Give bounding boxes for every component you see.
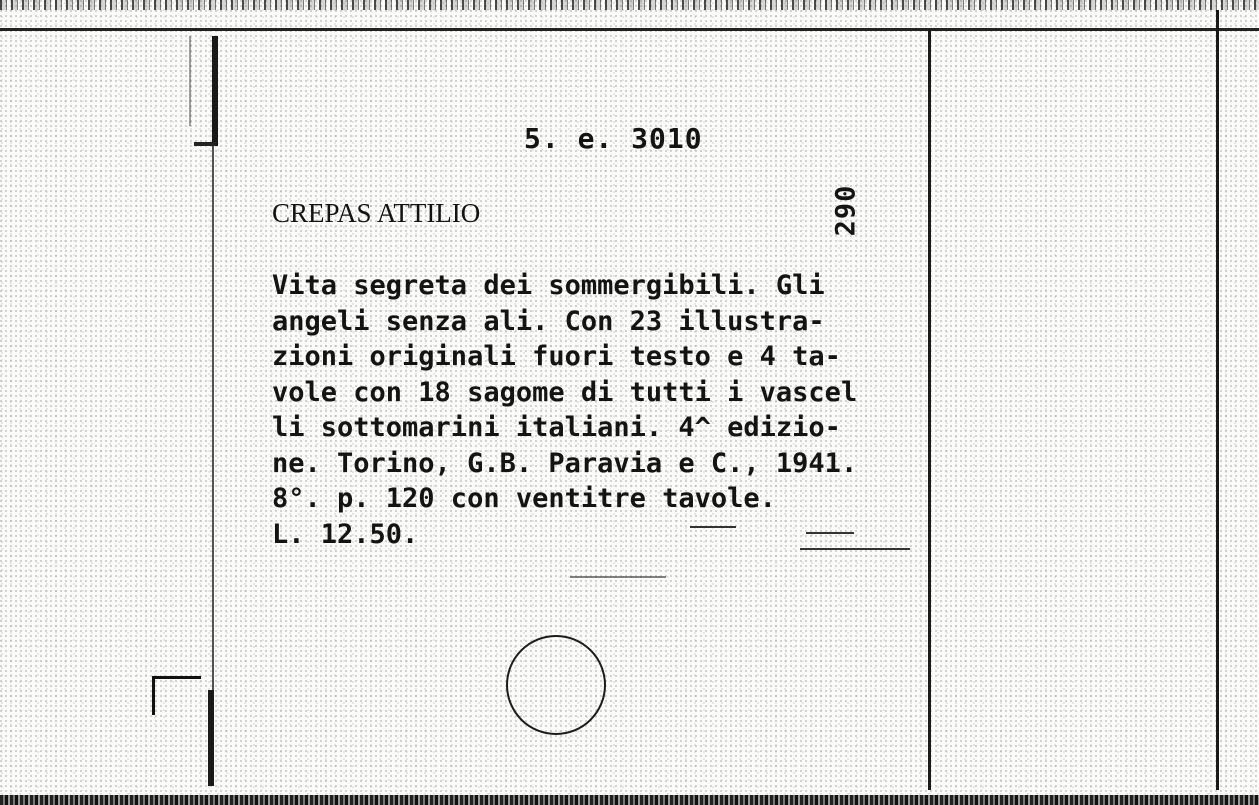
description-line: Vita segreta dei sommergibili. Gli xyxy=(272,270,825,301)
scan-edge-bottom xyxy=(0,795,1259,805)
dash-mark xyxy=(800,548,910,550)
side-number xyxy=(818,177,874,243)
top-border-line xyxy=(0,28,1259,31)
description-line: L. 12.50. xyxy=(272,518,419,550)
dash-mark xyxy=(690,526,736,528)
dash-mark xyxy=(806,532,854,534)
side-number-text: 290 xyxy=(830,184,862,236)
author-heading: CREPAS ATTILIO xyxy=(272,198,481,228)
catalog-description xyxy=(272,268,932,552)
description-line: zioni originali fuori testo e 4 ta- xyxy=(272,341,841,372)
description-line: 8°. p. 120 con ventitre tavole. xyxy=(272,483,776,514)
description-line: vole con 18 sagome di tutti i vascel xyxy=(272,376,858,408)
description-line: li sottomarini italiani. 4^ edizio- xyxy=(272,412,841,443)
lower-left-bracket-mark xyxy=(152,676,201,715)
scan-edge-top xyxy=(0,0,1259,10)
far-right-border xyxy=(1216,10,1219,790)
punch-hole-circle xyxy=(506,635,606,735)
call-number: 5. e. 3010 xyxy=(524,122,703,155)
description-line: ne. Torino, G.B. Paravia e C., 1941. xyxy=(272,447,858,479)
left-dotted-line xyxy=(189,36,191,126)
dash-mark xyxy=(570,576,666,578)
description-line: angeli senza ali. Con 23 illustra- xyxy=(272,305,825,337)
lower-left-bracket-stem xyxy=(208,690,214,786)
left-margin-mark xyxy=(212,36,218,146)
